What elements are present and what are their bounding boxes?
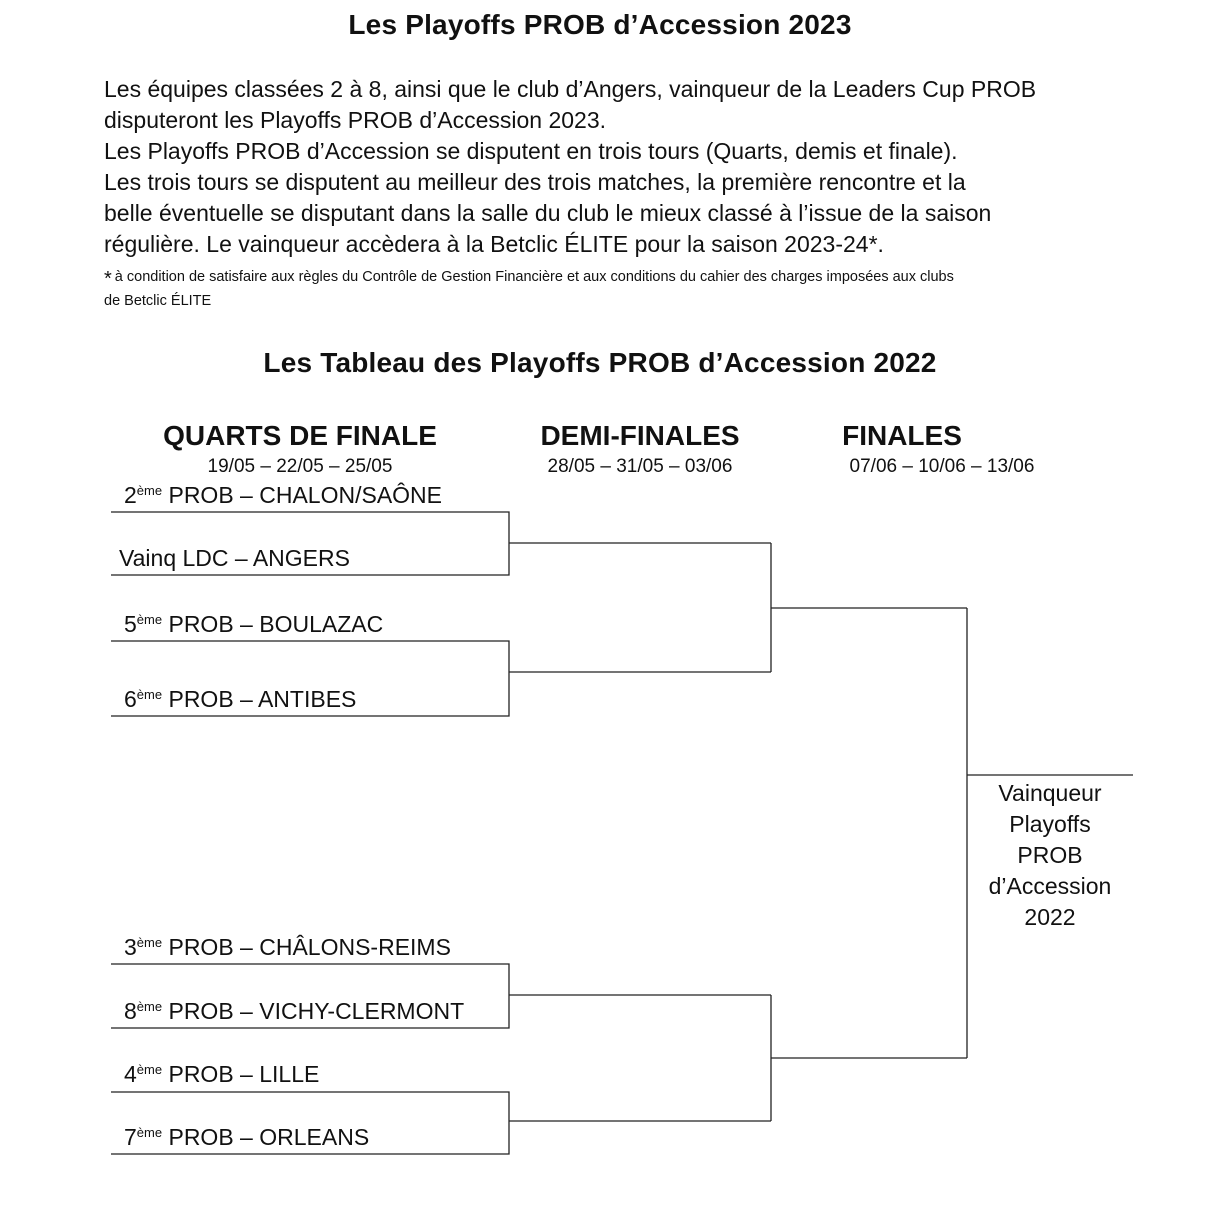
round-header-finals: FINALES xyxy=(842,420,962,451)
round-header-semis: DEMI-FINALES xyxy=(540,420,740,451)
quarter-bracket-3 xyxy=(111,964,771,1028)
bracket-title: Les Tableau des Playoffs PROB d’Accession 2022 xyxy=(263,347,937,378)
paragraph-line: Les Playoffs PROB d’Accession se disputent en trois tours (Quarts, demis et finale). xyxy=(104,138,958,164)
team-slot: 6ème PROB – ANTIBES xyxy=(124,686,357,712)
quarter-bracket-2 xyxy=(111,641,771,716)
paragraph-line: Les équipes classées 2 à 8, ainsi que le club d’Angers, vainqueur de la Leaders Cup PROB xyxy=(104,76,1037,102)
paragraph-line: Les trois tours se disputent au meilleur des trois matches, la première rencontre et la xyxy=(104,169,966,195)
semi-bracket-1 xyxy=(771,543,967,672)
round-header-quarters: QUARTS DE FINALE xyxy=(163,420,437,451)
round-dates-finals: 07/06 – 10/06 – 13/06 xyxy=(849,456,1035,477)
team-slot: 8ème PROB – VICHY-CLERMONT xyxy=(124,998,465,1024)
team-slot: 2ème PROB – CHALON/SAÔNE xyxy=(124,482,443,508)
team-slot: Vainq LDC – ANGERS xyxy=(119,545,350,571)
semi-bracket-2 xyxy=(771,995,967,1121)
round-dates-quarters: 19/05 – 22/05 – 25/05 xyxy=(207,456,393,477)
final-bracket xyxy=(967,608,1133,1058)
team-slot: 5ème PROB – BOULAZAC xyxy=(124,611,384,637)
page-title: Les Playoffs PROB d’Accession 2023 xyxy=(348,9,852,40)
footnote-line: à condition de satisfaire aux règles du Contrôle de Gestion Financière et aux conditions du cahier des charges imposées aux clubs xyxy=(114,269,954,285)
footnote-mark: * xyxy=(104,268,112,290)
paragraph-line: régulière. Le vainqueur accèdera à la Betclic ÉLITE pour la saison 2023-24*. xyxy=(104,231,884,257)
footnote-line: de Betclic ÉLITE xyxy=(104,293,212,309)
paragraph-line: disputeront les Playoffs PROB d’Accession 2023. xyxy=(104,107,607,133)
team-slot: 4ème PROB – LILLE xyxy=(124,1061,320,1087)
quarter-bracket-4 xyxy=(111,1092,771,1154)
round-dates-semis: 28/05 – 31/05 – 03/06 xyxy=(547,456,733,477)
team-slot: 7ème PROB – ORLEANS xyxy=(124,1124,370,1150)
winner-label: Vainqueur Playoffs PROB d’Accession 2022 xyxy=(988,780,1112,930)
team-slot: 3ème PROB – CHÂLONS-REIMS xyxy=(124,934,451,960)
paragraph-line: belle éventuelle se disputant dans la salle du club le mieux classé à l’issue de la saison xyxy=(104,200,992,226)
quarter-bracket-1 xyxy=(111,512,771,575)
